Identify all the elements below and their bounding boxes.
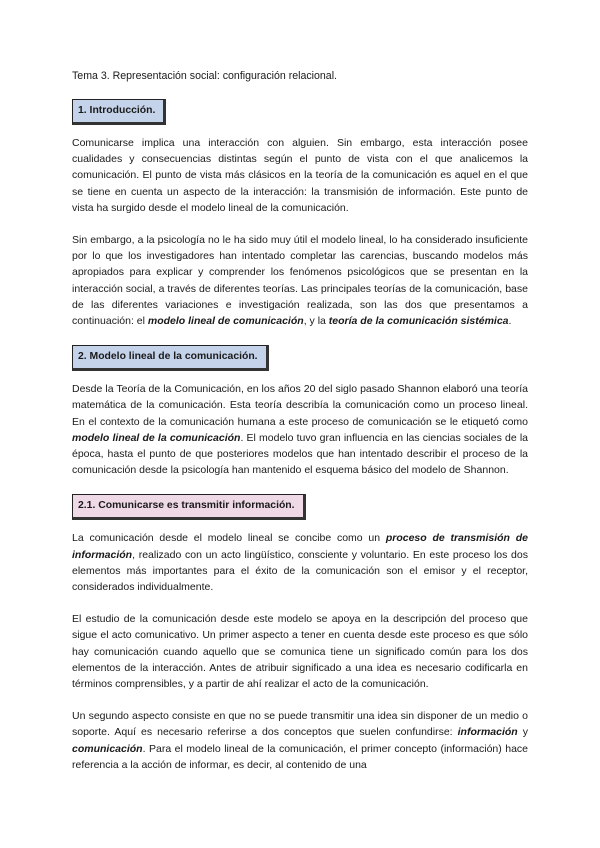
emphasis-term: comunicación [72, 742, 143, 755]
emphasis-term: modelo lineal de la comunicación [72, 431, 241, 444]
emphasis-term: proceso de transmisión de información [72, 532, 528, 561]
section-heading-modelo-lineal: 2. Modelo lineal de la comunicación. [72, 345, 269, 371]
paragraph: El estudio de la comunicación desde este modelo se apoya en la descripción del proceso que sigue el acto comunicativo. Un primer aspecto a tener en cuenta desde este proceso es que sólo hay comunicación cuando aquello que se comunica tiene un significado común para los dos elementos de la interacción. Antes de atribuir significado a una idea es necesario codificarla en términos comprensibles, y a partir de ahí realizar el acto de la comunicación. [72, 613, 528, 691]
document-page [72, 70, 528, 789]
paragraph [72, 381, 528, 478]
paragraph-text: . Para el modelo lineal de la comunicación, el primer concepto (información) hace referencia a la acción de informar, es decir, al contenido de una [72, 742, 528, 771]
section-heading-introduccion: 1. Introducción. [72, 99, 166, 125]
paragraph-text: Un segundo aspecto consiste en que no se puede transmitir una idea sin disponer de un medio o soporte. Aquí es necesario referirse a dos conceptos que suelen confundirse: [72, 710, 528, 739]
paragraph-text: Desde la Teoría de la Comunicación, en los años 20 del siglo pasado Shannon elaboró una teoría matemática de la comunicación. Esta teoría describía la comunicación como un proceso lineal. En el contexto de la comunicación humana a este proceso de comunicación se le etiquetó como [72, 383, 528, 428]
paragraph [72, 232, 528, 329]
emphasis-term: teoría de la comunicación sistémica [328, 315, 509, 328]
paragraph-text: , realizado con un acto lingüístico, consciente y voluntario. En este proceso los dos elementos más importantes para el éxito de la comunicación son el emisor y el receptor, considerados individualmente. [72, 548, 528, 594]
paragraph-text: La comunicación desde el modelo lineal se concibe como un [72, 532, 386, 545]
paragraph: Comunicarse implica una interacción con alguien. Sin embargo, esta interacción posee cualidades y consecuencias distintas según el punto de vista con el que analicemos la comunicación. El punto de vista más clásicos en la teoría de la comunicación es aquel en el que se tiene en cuenta un aspecto de la interacción: la transmisión de información. Este punto de vista ha surgido desde el modelo lineal de la comunicación. [72, 137, 528, 214]
paragraph [72, 708, 528, 773]
section-heading-transmitir-informacion: 2.1. Comunicarse es transmitir información. [72, 494, 306, 520]
emphasis-term: información [457, 726, 518, 739]
paragraph-text: y [517, 726, 528, 739]
paragraph-text: , y la [303, 315, 329, 328]
paragraph-text: . El modelo tuvo gran influencia en las ciencias sociales de la época, hasta el punto de que posteriores modelos que han intentado describir el proceso de la comunicación desde la psicología han mantenido el esquema básico del modelo de Shannon. [72, 431, 528, 477]
emphasis-term: modelo lineal de comunicación [147, 315, 304, 328]
paragraph-text: . [508, 315, 512, 328]
paragraph [72, 530, 528, 595]
paragraph-text: Sin embargo, a la psicología no le ha sido muy útil el modelo lineal, lo ha considerado insuficiente por lo que los investigadores han intentado completar las carencias, buscando modelos más apropiados para explicar y comprender los fenómenos psicológicos que se presentan en la interacción social, a través de diferentes teorías. Las principales teorías de la comunicación, base de las diferentes variaciones e investigación realizada, son las dos que presentamos a continuación: el [72, 234, 528, 328]
document-header: Tema 3. Representación social: configuración relacional. [72, 70, 337, 82]
